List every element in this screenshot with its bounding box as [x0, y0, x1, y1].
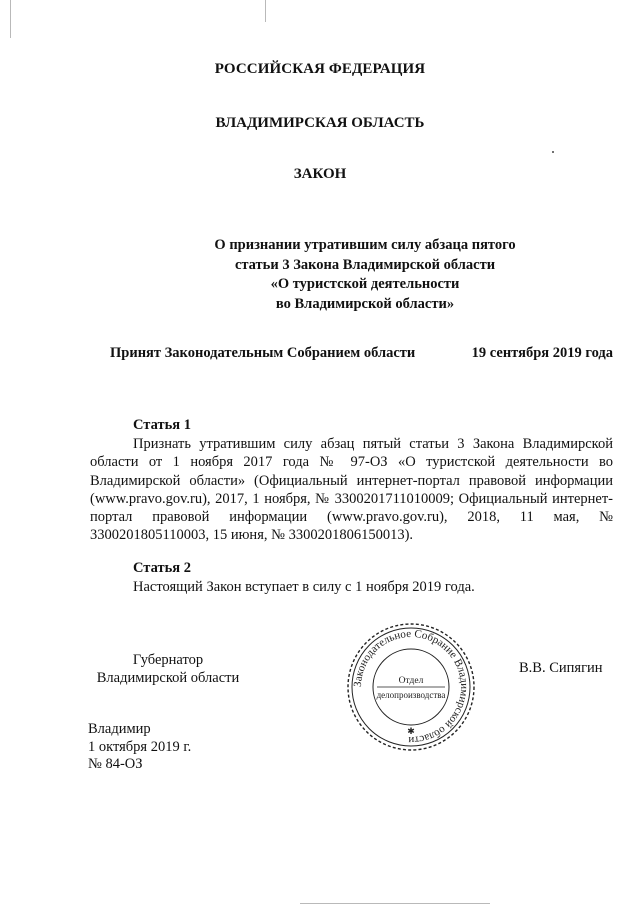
scan-speck [552, 151, 554, 153]
article-1-heading: Статья 1 [133, 417, 191, 433]
law-title [170, 236, 560, 314]
law-title-line: во Владимирской области» [275, 295, 455, 312]
article-2-text: Настоящий Закон вступает в силу с 1 ноября 2019 года. [133, 579, 475, 595]
adopted-date: 19 сентября 2019 года [471, 345, 613, 361]
stamp-star-icon: ✱ [407, 727, 415, 737]
law-title-line: О признании утратившим силу абзаца пятого [214, 237, 516, 253]
law-title-line: «О туристской деятельности [270, 276, 460, 292]
stamp-outer-text: Законодательное Собрание Владимирской области [351, 627, 471, 747]
article-2-heading: Статья 2 [133, 560, 191, 576]
law-title-line: статьи 3 Закона Владимирской области [234, 256, 496, 273]
signatory-name: В.В. Сипягин [519, 660, 603, 676]
footer-number: № 84-ОЗ [88, 756, 143, 772]
article-1-text: Признать утратившим силу абзац пятый статьи 3 Закона Владимирской области от 1 ноября 2017 года № 97-ОЗ «О туристской деятельности во Владимирской области» (Официальный интернет-портал правовой информации (www.pravo.gov.ru), 2017, 1 ноября, № 3300201711010009; Официальный интернет-портал правовой информации (www.pravo.gov.ru), 2018, 11 мая, № 3300201805110003, 15 июня, № 3300201806150013). [90, 436, 613, 544]
official-stamp [345, 621, 477, 753]
signatory-title-line: Губернатор [132, 652, 204, 668]
signatory-title [88, 651, 248, 687]
signatory-title-line: Владимирской области [96, 670, 240, 686]
stamp-inner-line: делопроизводства [376, 690, 446, 700]
adopted-by: Принят Законодательным Собранием области [110, 345, 416, 361]
scan-edge-mark-top [10, 0, 11, 38]
country-heading: РОССИЙСКАЯ ФЕДЕРАЦИЯ [214, 61, 426, 77]
footer-date: 1 октября 2019 г. [88, 738, 192, 755]
region-heading: ВЛАДИМИРСКАЯ ОБЛАСТЬ [215, 115, 425, 131]
scan-edge-mark-top-right [265, 0, 266, 22]
stamp-inner-line: Отдел [398, 676, 424, 686]
scan-edge-mark-bottom [300, 903, 490, 904]
document-footer [88, 721, 191, 774]
document-type-heading: ЗАКОН [293, 166, 347, 182]
footer-city: Владимир [88, 721, 151, 737]
